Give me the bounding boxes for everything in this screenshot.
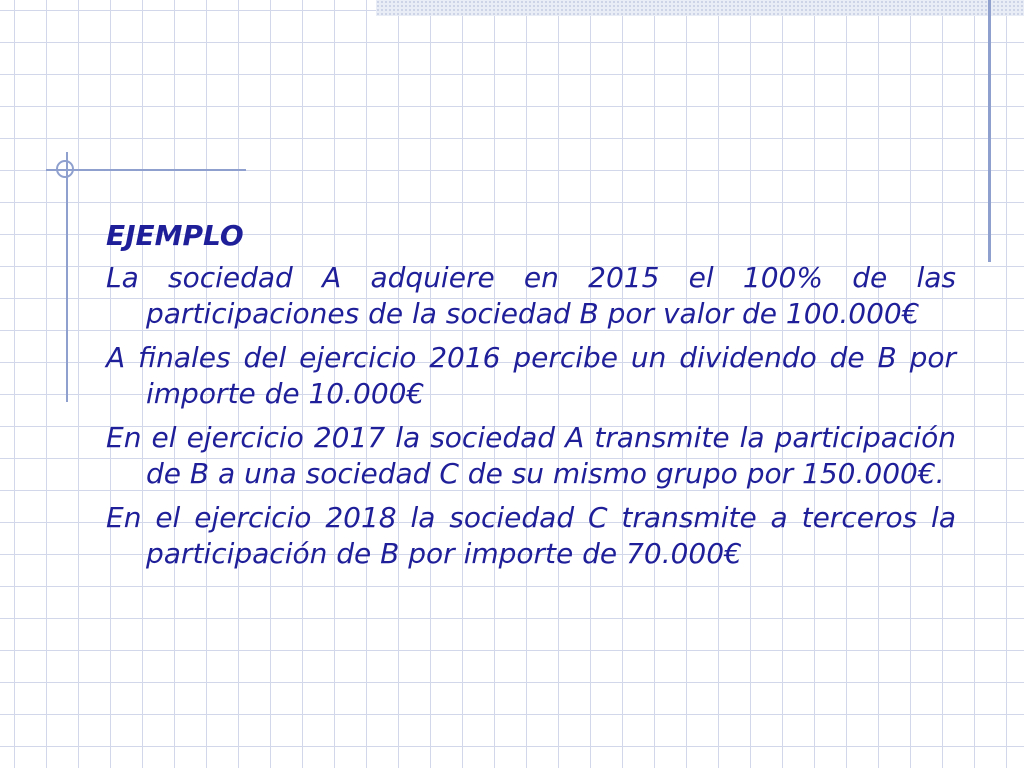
right-decorative-rule — [988, 0, 991, 262]
top-decorative-band — [376, 0, 1024, 16]
corner-horizontal-rule — [46, 169, 246, 171]
corner-vertical-rule — [66, 152, 68, 402]
slide-heading: EJEMPLO — [106, 219, 244, 252]
corner-circle-ornament — [56, 160, 74, 178]
paragraph-transfer-to-c: En el ejercicio 2017 la sociedad A transmite la participación de B a una sociedad C de su mismo grupo por 150.000€. — [106, 421, 956, 490]
paragraph-dividend: A finales del ejercicio 2016 percibe un dividendo de B por importe de 10.000€ — [106, 341, 956, 410]
paragraph-acquisition: La sociedad A adquiere en 2015 el 100% de las participaciones de la sociedad B por valor de 100.000€ — [106, 261, 956, 330]
slide-content — [106, 218, 956, 580]
paragraph-sale-to-third-parties: En el ejercicio 2018 la sociedad C transmite a terceros la participación de B por importe de 70.000€ — [106, 501, 956, 570]
